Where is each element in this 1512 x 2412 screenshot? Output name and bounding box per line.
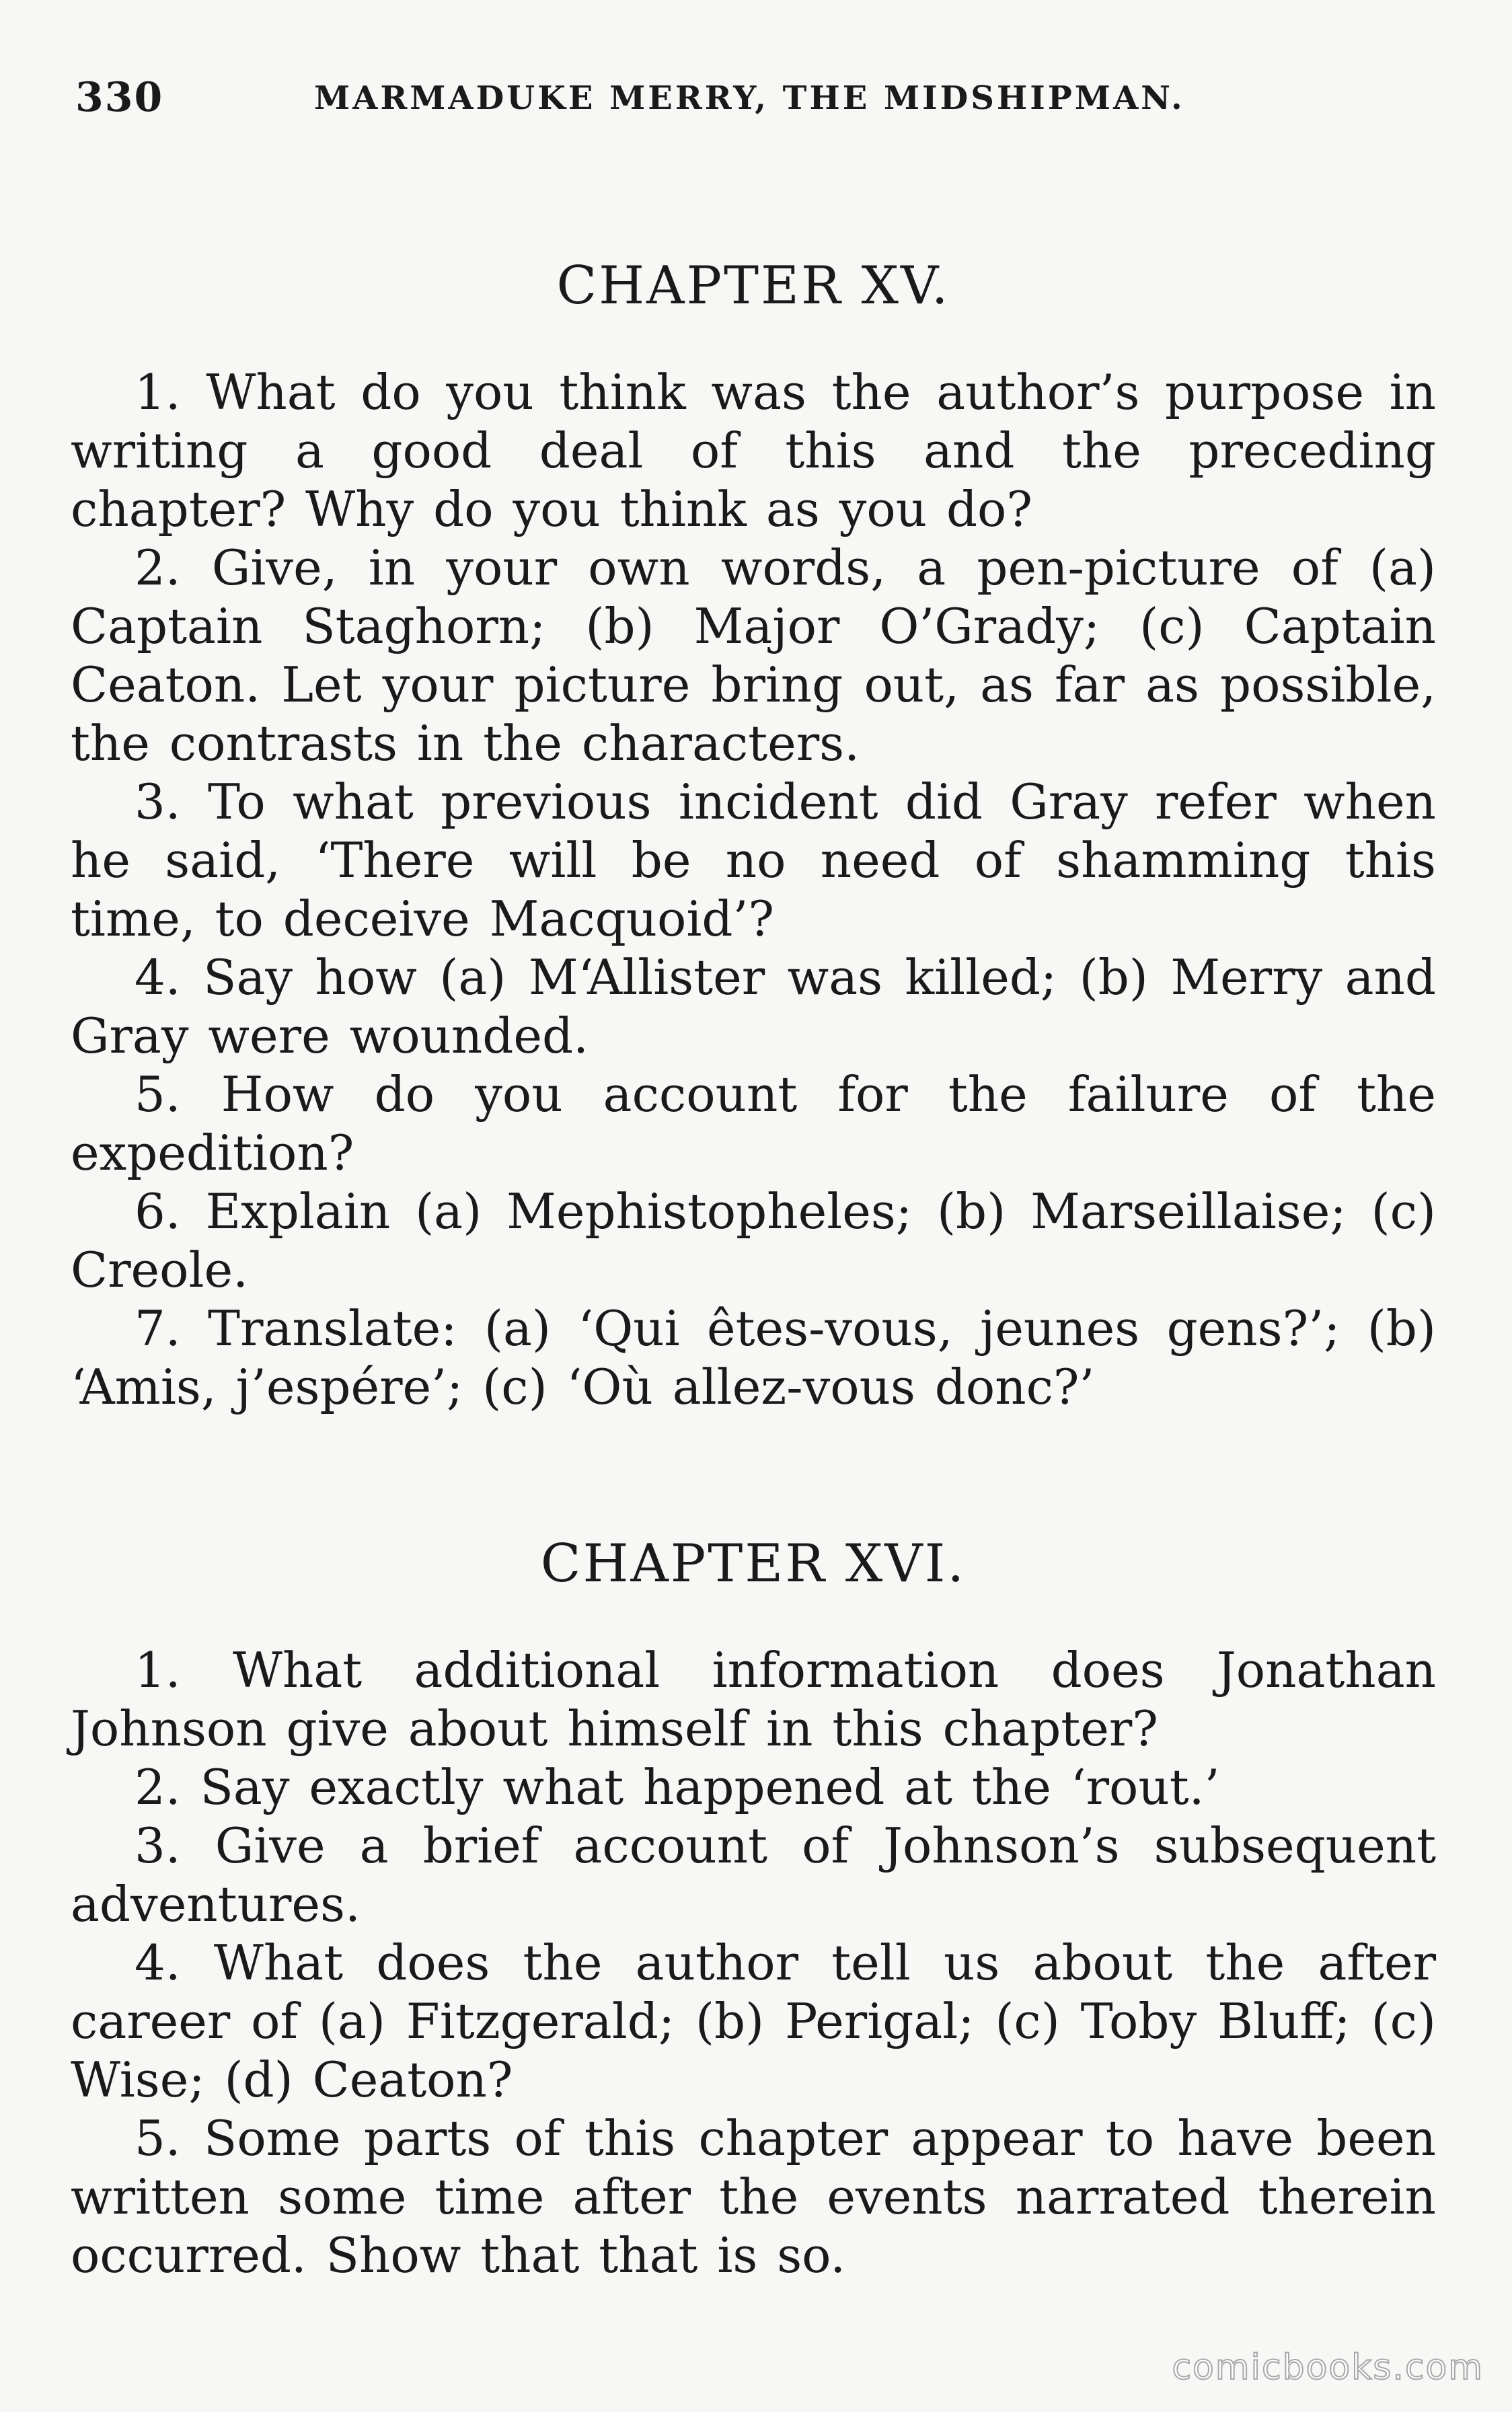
question-item: 2. Say exactly what happened at the ‘rout.’ bbox=[135, 1759, 1220, 1815]
chapter-xv-section bbox=[71, 256, 1436, 1417]
chapter-xvi-section bbox=[71, 1534, 1436, 2285]
chapter-heading: CHAPTER XVI. bbox=[540, 1534, 967, 1594]
question-item: 4. Say how (a) M‘Allister was killed; (b) Merry and Gray were wounded. bbox=[71, 949, 1436, 1064]
question-item: 6. Explain (a) Mephistopheles; (b) Marseillaise; (c) Creole. bbox=[71, 1183, 1436, 1298]
question-item: 3. To what previous incident did Gray refer when he said, ‘There will be no need of shamming this time, to deceive Macquoid’? bbox=[71, 774, 1436, 947]
question-item: 5. Some parts of this chapter appear to have been written some time after the events narrated therein occurred. Show that that is so. bbox=[71, 2110, 1436, 2284]
site-watermark: comicbooks.com bbox=[1172, 2347, 1484, 2388]
question-item: 4. What does the author tell us about the after career of (a) Fitzgerald; (b) Perigal; (c) Toby Bluff; (c) Wise; (d) Ceaton? bbox=[71, 1934, 1436, 2108]
question-item: 3. Give a brief account of Johnson’s subsequent adventures. bbox=[71, 1817, 1436, 1932]
question-item: 2. Give, in your own words, a pen-picture of (a) Captain Staghorn; (b) Major O’Grady; (c) Captain Ceaton. Let your picture bring out, as far as possible, the contrasts in the characters. bbox=[71, 539, 1436, 771]
question-item: 1. What do you think was the author’s purpose in writing a good deal of this and the preceding chapter? Why do you think as you do? bbox=[71, 364, 1436, 537]
running-head bbox=[75, 74, 1441, 128]
question-item: 7. Translate: (a) ‘Qui êtes-vous, jeunes gens?’; (b) ‘Amis, j’espére’; (c) ‘Où allez-vous donc?’ bbox=[71, 1300, 1436, 1415]
running-title: MARMADUKE MERRY, THE MIDSHIPMAN. bbox=[314, 79, 1185, 117]
question-item: 5. How do you account for the failure of the expedition? bbox=[71, 1066, 1436, 1181]
page-number: 330 bbox=[75, 74, 164, 121]
chapter-heading: CHAPTER XV. bbox=[556, 256, 950, 316]
question-item: 1. What additional information does Jonathan Johnson give about himself in this chapter? bbox=[71, 1642, 1436, 1757]
